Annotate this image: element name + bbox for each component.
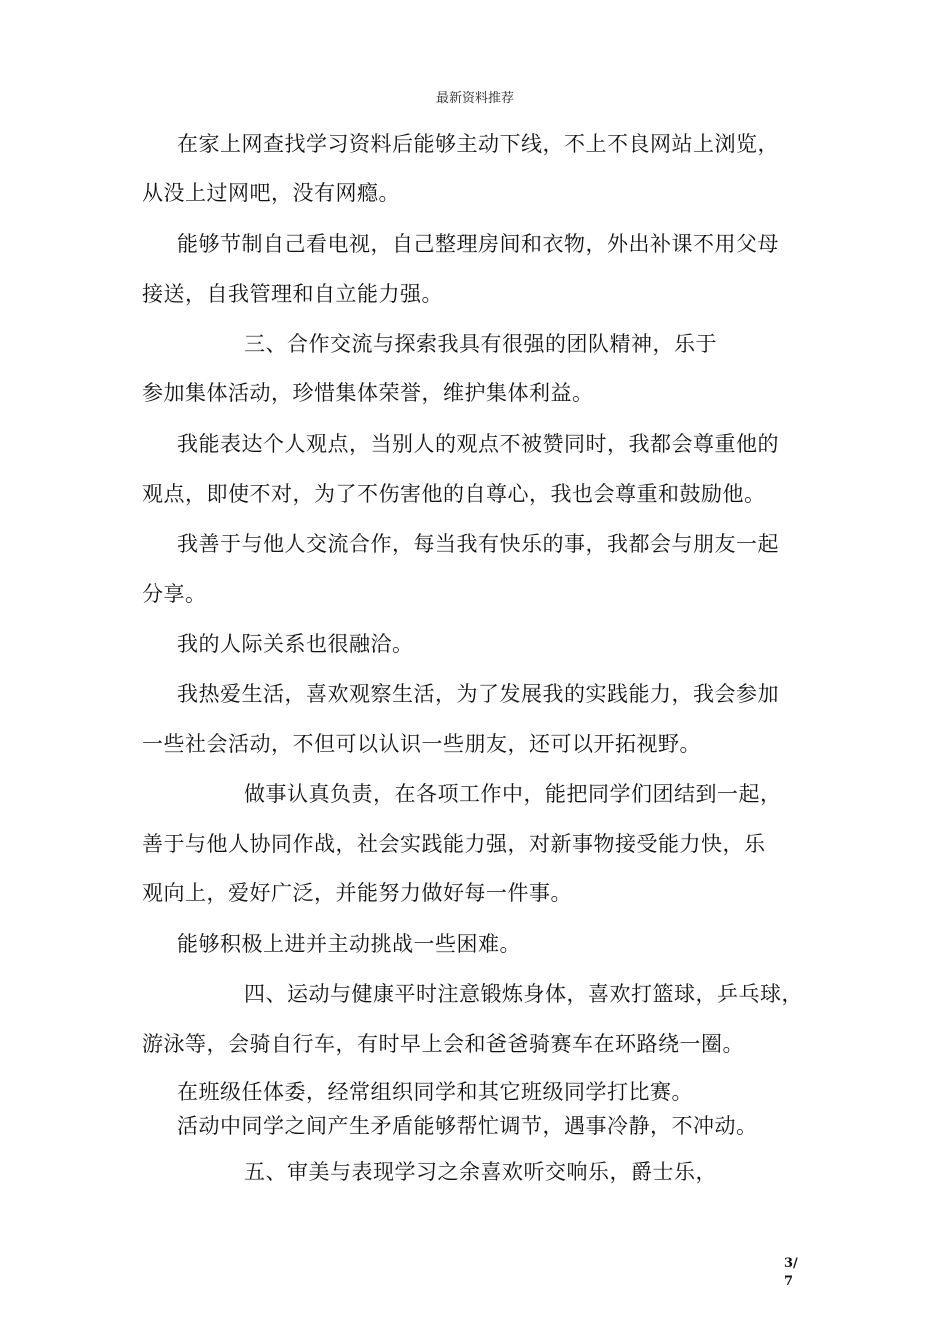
text-line: 一些社会活动，不但可以认识一些朋友，还可以开拓视野。: [142, 732, 701, 756]
text-line: 观向上，爱好广泛，并能努力做好每一件事。: [142, 881, 572, 905]
page-header: 最新资料推荐: [435, 91, 514, 106]
text-line: 我善于与他人交流合作，每当我有快乐的事，我都会与朋友一起: [177, 532, 779, 556]
text-line: 三、合作交流与探索我具有很强的团队精神，乐于: [244, 332, 717, 356]
text-line: 做事认真负责，在各项工作中，能把同学们团结到一起，: [244, 782, 782, 806]
text-line: 我的人际关系也很融洽。: [177, 632, 414, 656]
text-line: 我热爱生活，喜欢观察生活，为了发展我的实践能力，我会参加: [177, 682, 779, 706]
text-line: 五、审美与表现学习之余喜欢听交响乐，爵士乐，: [244, 1160, 717, 1184]
text-line: 游泳等，会骑自行车，有时早上会和爸爸骑赛车在环路绕一圈。: [142, 1032, 744, 1056]
text-line: 善于与他人协同作战，社会实践能力强，对新事物接受能力快，乐: [142, 832, 766, 856]
text-line: 分享。: [142, 582, 207, 606]
page-number-current: 3/: [784, 1256, 798, 1271]
text-line: 在班级任体委，经常组织同学和其它班级同学打比赛。: [177, 1080, 693, 1104]
page-number-total: 7: [784, 1274, 794, 1289]
text-line: 能够节制自己看电视，自己整理房间和衣物，外出补课不用父母: [177, 232, 779, 256]
text-line: 参加集体活动，珍惜集体荣誉，维护集体利益。: [142, 381, 594, 405]
text-line: 在家上网查找学习资料后能够主动下线，不上不良网站上浏览，: [177, 132, 779, 156]
text-line: 活动中同学之间产生矛盾能够帮忙调节，遇事冷静，不冲动。: [177, 1114, 758, 1138]
text-line: 四、运动与健康平时注意锻炼身体，喜欢打篮球，乒乓球，: [244, 982, 803, 1006]
text-line: 观点，即使不对，为了不伤害他的自尊心，我也会尊重和鼓励他。: [142, 482, 766, 506]
text-line: 从没上过网吧，没有网瘾。: [142, 181, 400, 205]
text-line: 能够积极上进并主动挑战一些困难。: [177, 932, 521, 956]
text-line: 接送，自我管理和自立能力强。: [142, 282, 443, 306]
text-line: 我能表达个人观点，当别人的观点不被赞同时，我都会尊重他的: [177, 432, 779, 456]
